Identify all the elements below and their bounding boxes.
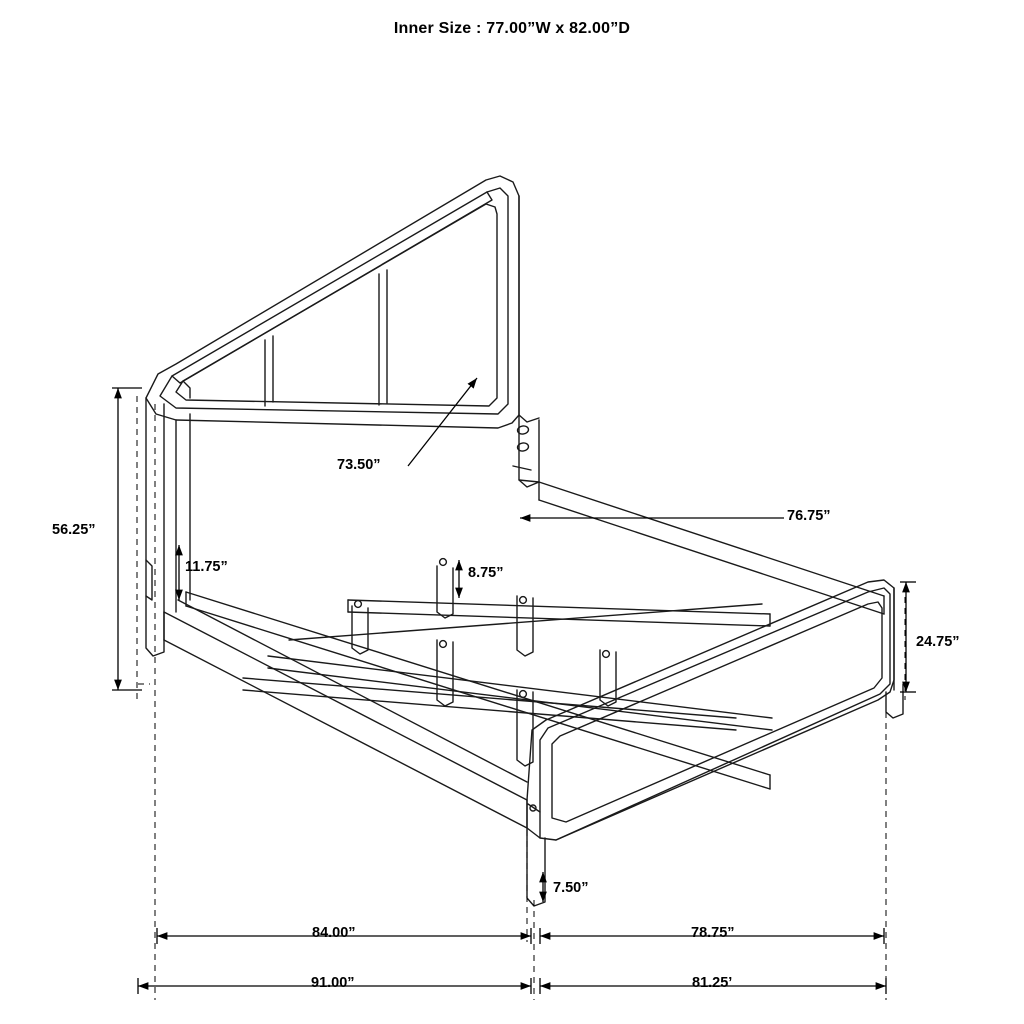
page-title: Inner Size : 77.00”W x 82.00”D	[393, 20, 631, 37]
dimension-length-outer: 91.00”	[311, 975, 355, 991]
dimension-rail-span: 76.75”	[787, 508, 831, 524]
dimension-width-inner: 78.75”	[691, 925, 735, 941]
dimension-length-inner: 84.00”	[312, 925, 356, 941]
dimension-slat-height: 8.75”	[468, 565, 504, 581]
dimension-width-outer: 81.25’	[692, 975, 733, 991]
dimension-under-headboard-clearance: 11.75”	[185, 559, 228, 575]
dimension-headboard-height: 56.25”	[52, 522, 96, 538]
dimension-footboard-height: 24.75”	[916, 634, 960, 650]
dimension-footboard-leg-clearance: 7.50”	[553, 880, 589, 896]
dimension-headboard-panel-width: 73.50”	[337, 457, 381, 473]
